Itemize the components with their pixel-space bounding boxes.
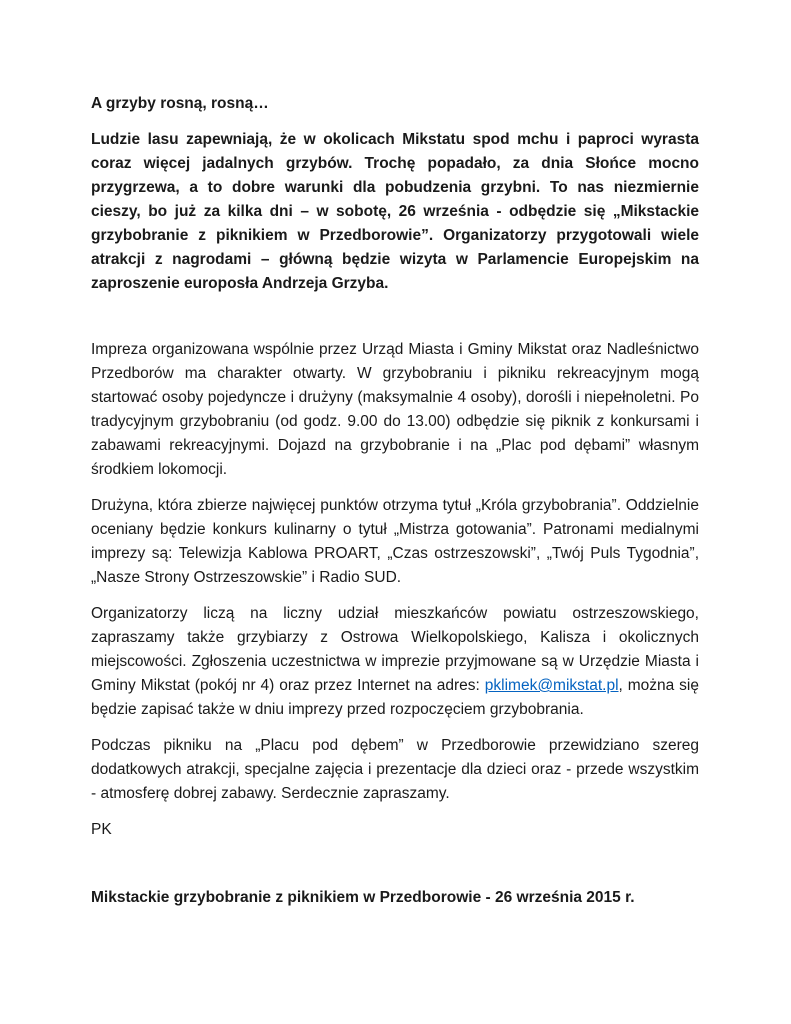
article-lead: Ludzie lasu zapewniają, że w okolicach Mikstatu spod mchu i paproci wyrasta coraz więcej jadalnych grzybów. Trochę popadało, za dnia Słońce mocno przygrzewa, a to dobre warunki dla pobudzenia grzybni. To nas niezmiernie cieszy, bo już za kilka dni – w sobotę, 26 września - odbędzie się „Mikstackie grzybobranie z piknikiem w Przedborowie”. Organizatorzy przygotowali wiele atrakcji z nagrodami – główną będzie wizyta w Parlamencie Europejskim na zaproszenie europosła Andrzeja Grzyba. <box>91 131 699 292</box>
document-page <box>91 92 699 910</box>
paragraph-picnic: Podczas pikniku na „Placu pod dębem” w Przedborowie przewidziano szereg dodatkowych atrakcji, specjalne zajęcia i prezentacje dla dzieci oraz - przede wszystkim - atmosferę dobrej zabawy. Serdecznie zapraszamy. <box>91 737 699 802</box>
email-link[interactable]: pklimek@mikstat.pl <box>484 677 619 694</box>
registration-text-end: , można się będzie zapisać także w dniu imprezy przed rozpoczęciem grzybobrania. <box>91 677 699 718</box>
paragraph-organization: Impreza organizowana wspólnie przez Urząd Miasta i Gminy Mikstat oraz Nadleśnictwo Przedborów ma charakter otwarty. W grzybobraniu i pikniku rekreacyjnym mogą startować osoby pojedyncze i drużyny (maksymalnie 4 osoby), dorośli i niepełnoletni. Po tradycyjnym grzybobraniu (od godz. 9.00 do 13.00) odbędzie się piknik z konkursami i zabawami rekreacyjnymi. Dojazd na grzybobranie i na „Plac pod dębami” własnym środkiem lokomocji. <box>91 341 699 478</box>
paragraph-awards: Drużyna, która zbierze najwięcej punktów otrzyma tytuł „Króla grzybobrania”. Oddzielnie oceniany będzie konkurs kulinarny o tytuł „Mistrza gotowania”. Patronami medialnymi imprezy są: Telewizja Kablowa PROART, „Czas ostrzeszowski”, „Twój Puls Tygodnia”, „Nasze Strony Ostrzeszowskie” i Radio SUD. <box>91 497 699 586</box>
footer-title: Mikstackie grzybobranie z piknikiem w Przedborowie - 26 września 2015 r. <box>91 889 635 906</box>
paragraph-registration <box>91 602 699 722</box>
registration-text: Organizatorzy liczą na liczny udział mieszkańców powiatu ostrzeszowskiego, zapraszamy także grzybiarzy z Ostrowa Wielkopolskiego, Kalisza i okolicznych miejscowości. Zgłoszenia uczestnictwa w imprezie przyjmowane są w Urzędzie Miasta i Gminy Mikstat (pokój nr 4) oraz przez Internet na adres: <box>91 605 699 694</box>
author-signature: PK <box>91 821 112 838</box>
article-title: A grzyby rosną, rosną… <box>91 95 269 112</box>
